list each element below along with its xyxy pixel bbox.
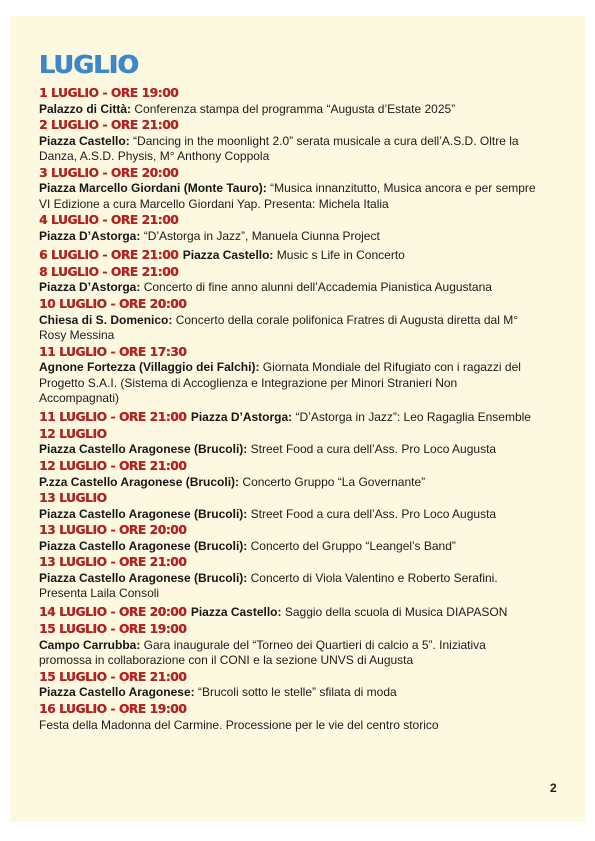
month-title: LUGLIO xyxy=(39,50,139,79)
event-details: “D’Astorga in Jazz”, Manuela Ciunna Project xyxy=(140,228,380,243)
event-item xyxy=(39,408,539,426)
event-venue: Chiesa di S. Domenico: xyxy=(39,312,173,327)
event-venue: Piazza D’Astorga: xyxy=(39,228,141,243)
event-details: Concerto di Viola Valentino e Roberto Serafini. Presenta Laila Consoli xyxy=(39,571,498,601)
event-details: Music s Life in Concerto xyxy=(273,247,405,262)
event-description xyxy=(39,507,539,522)
event-item xyxy=(39,427,539,458)
event-date: 13 LUGLIO - ORE 21:00 xyxy=(39,555,187,570)
event-description xyxy=(191,605,508,619)
event-details: Concerto della corale polifonica Fratres di Augusta diretta dal M° Rosy Messina xyxy=(39,312,519,342)
event-description xyxy=(39,539,539,554)
event-venue: Piazza D’Astorga: xyxy=(190,409,293,424)
event-details: “Brucoli sotto le stelle” sfilata di moda xyxy=(194,685,397,700)
event-description xyxy=(39,718,539,733)
event-venue: Piazza Marcello Giordani (Monte Tauro): xyxy=(39,181,267,196)
event-item xyxy=(39,702,539,733)
event-item xyxy=(39,213,539,244)
event-details: Concerto del Gruppo “Leangel’s Band” xyxy=(247,538,456,553)
event-venue: Palazzo di Città: xyxy=(39,101,132,116)
event-details: Street Food a cura dell’Ass. Pro Loco Augusta xyxy=(247,506,497,521)
event-venue: Piazza Castello: xyxy=(190,605,282,620)
event-date: 14 LUGLIO - ORE 20:00 xyxy=(39,605,187,620)
event-item xyxy=(39,523,539,554)
event-venue: Piazza Castello Aragonese (Brucoli): xyxy=(39,506,248,521)
event-date: 12 LUGLIO - ORE 21:00 xyxy=(39,458,187,473)
event-details: “Dancing in the moonlight 2.0” serata musicale a cura dell’A.S.D. Oltre la Danza, A.S.D. Physis, M° Anthony Coppola xyxy=(39,133,519,164)
event-item xyxy=(39,246,539,264)
event-details: Conferenza stampa del programma “Augusta d’Estate 2025” xyxy=(131,101,456,116)
event-description xyxy=(183,248,405,262)
event-item xyxy=(39,345,539,407)
event-date: 13 LUGLIO xyxy=(39,491,107,506)
document-page xyxy=(10,16,585,822)
event-item xyxy=(39,622,539,668)
event-list xyxy=(39,86,539,734)
event-item xyxy=(39,603,539,621)
event-description xyxy=(39,442,539,457)
event-venue: Piazza Castello: xyxy=(182,247,274,262)
event-description xyxy=(39,571,539,602)
event-item xyxy=(39,265,539,296)
event-date: 10 LUGLIO - ORE 20:00 xyxy=(39,296,187,311)
event-date: 13 LUGLIO - ORE 20:00 xyxy=(39,523,187,538)
event-venue: Piazza Castello Aragonese (Brucoli): xyxy=(39,442,248,457)
page-number: 2 xyxy=(550,781,557,795)
event-description xyxy=(39,280,539,295)
event-item xyxy=(39,297,539,343)
event-description xyxy=(39,360,539,406)
event-description xyxy=(39,475,539,490)
event-date: 3 LUGLIO - ORE 20:00 xyxy=(39,165,179,180)
event-details: “Musica innanzitutto, Musica ancora e per sempre VI Edizione a cura Marcello Giordani Yap. Presenta: Michela Italia xyxy=(39,181,536,211)
event-venue: Piazza Castello Aragonese: xyxy=(39,685,195,700)
event-venue: Piazza Castello: xyxy=(39,133,130,148)
event-date: 11 LUGLIO - ORE 17:30 xyxy=(39,344,187,359)
event-item xyxy=(39,670,539,701)
event-date: 11 LUGLIO - ORE 21:00 xyxy=(39,409,187,424)
event-venue: Campo Carrubba: xyxy=(39,637,141,652)
event-item xyxy=(39,555,539,601)
event-venue: Piazza D’Astorga: xyxy=(39,280,141,295)
event-date: 6 LUGLIO - ORE 21:00 xyxy=(39,247,179,262)
event-item xyxy=(39,118,539,164)
event-details: Festa della Madonna del Carmine. Processione per le vie del centro storico xyxy=(39,717,439,732)
event-item xyxy=(39,86,539,117)
event-details: Saggio della scuola di Musica DIAPASON xyxy=(281,605,508,620)
event-venue: P.zza Castello Aragonese (Brucoli): xyxy=(39,474,240,489)
event-description xyxy=(39,229,539,244)
event-venue: Piazza Castello Aragonese (Brucoli): xyxy=(39,538,248,553)
event-item xyxy=(39,491,539,522)
event-description xyxy=(39,638,539,669)
event-description xyxy=(39,181,539,212)
event-date: 4 LUGLIO - ORE 21:00 xyxy=(39,213,179,228)
event-date: 15 LUGLIO - ORE 19:00 xyxy=(39,622,187,637)
event-details: Gara inaugurale del “Torneo dei Quartieri di calcio a 5”. Iniziativa promossa in collaborazione con il CONI e la sezione UNVS di Augusta xyxy=(39,637,486,668)
event-date: 16 LUGLIO - ORE 19:00 xyxy=(39,702,187,717)
event-date: 15 LUGLIO - ORE 21:00 xyxy=(39,669,187,684)
event-date: 12 LUGLIO xyxy=(39,426,107,441)
event-details: Street Food a cura dell’Ass. Pro Loco Augusta xyxy=(247,442,497,457)
event-details: Concerto di fine anno alunni dell’Accademia Pianistica Augustana xyxy=(140,280,492,295)
event-details: “D’Astorga in Jazz”: Leo Ragaglia Ensemble xyxy=(292,409,531,424)
event-item xyxy=(39,459,539,490)
event-venue: Piazza Castello Aragonese (Brucoli): xyxy=(39,571,248,586)
event-description xyxy=(39,685,539,700)
event-date: 1 LUGLIO - ORE 19:00 xyxy=(39,86,179,100)
event-details: Giornata Mondiale del Rifugiato con i ragazzi del Progetto S.A.I. (Sistema di Accoglienza e Integrazione per Minori Stranieri Non Accompagnati) xyxy=(39,360,521,405)
event-description xyxy=(191,410,531,424)
event-description xyxy=(39,313,539,344)
event-description xyxy=(39,102,539,117)
event-details: Concerto Gruppo “La Governante” xyxy=(239,474,426,489)
event-venue: Agnone Fortezza (Villaggio dei Falchi): xyxy=(39,360,260,375)
event-date: 8 LUGLIO - ORE 21:00 xyxy=(39,264,179,279)
event-description xyxy=(39,134,539,165)
event-item xyxy=(39,166,539,212)
event-date: 2 LUGLIO - ORE 21:00 xyxy=(39,118,179,133)
